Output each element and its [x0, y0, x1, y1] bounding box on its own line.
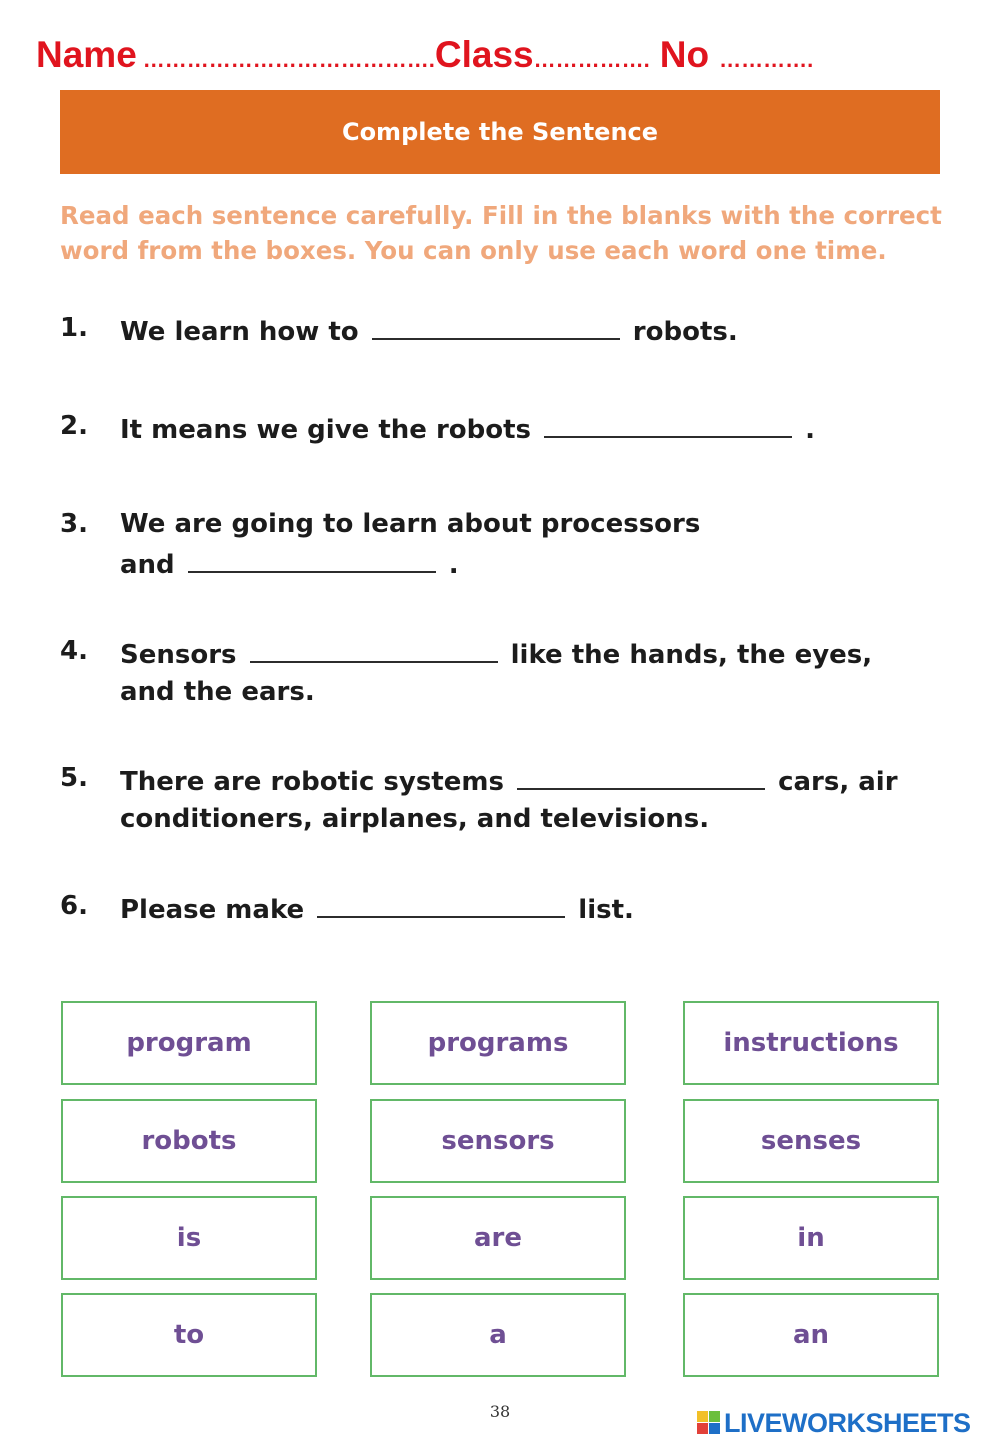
question-text-after: . [448, 550, 459, 580]
question-4 [60, 633, 950, 711]
word-box[interactable]: in [683, 1196, 939, 1280]
question-text: Sensors [120, 640, 237, 670]
question-text-line2: and [120, 550, 175, 580]
question-text-after: . [805, 415, 816, 445]
question-number: 2. [60, 411, 88, 441]
word-box[interactable]: is [61, 1196, 317, 1280]
name-field[interactable]: …………………………………. [142, 47, 435, 72]
word-box[interactable]: senses [683, 1099, 939, 1183]
word-box[interactable]: program [61, 1001, 317, 1085]
question-3 [60, 506, 950, 584]
liveworksheets-brand[interactable] [697, 1408, 971, 1438]
question-text: Please make [120, 895, 305, 925]
question-text-after: list. [578, 895, 634, 925]
word-box[interactable]: sensors [370, 1099, 626, 1183]
question-number: 1. [60, 313, 88, 343]
question-number: 4. [60, 636, 88, 666]
word-box[interactable]: a [370, 1293, 626, 1377]
brand-text: LIVEWORKSHEETS [724, 1407, 971, 1438]
class-field[interactable]: ……………. [533, 47, 650, 72]
word-box[interactable]: robots [61, 1099, 317, 1183]
word-box[interactable]: an [683, 1293, 939, 1377]
question-text-after: robots. [632, 317, 738, 347]
title-banner [60, 90, 940, 174]
answer-blank-6[interactable] [317, 888, 565, 918]
word-box[interactable]: instructions [683, 1001, 939, 1085]
class-label: Class [434, 34, 534, 75]
instructions-line-1: Read each sentence carefully. Fill in the blanks with the correct [60, 201, 942, 230]
answer-blank-5[interactable] [517, 760, 765, 790]
question-text: It means we give the robots [120, 415, 532, 445]
answer-blank-3[interactable] [188, 543, 436, 573]
question-number: 6. [60, 891, 88, 921]
question-text: There are robotic systems [120, 767, 504, 797]
page-number: 38 [489, 1402, 511, 1421]
answer-blank-2[interactable] [544, 408, 792, 438]
question-text: We learn how to [120, 317, 359, 347]
instructions [60, 198, 950, 268]
instructions-line-2: word from the boxes. You can only use each word one time. [60, 236, 887, 265]
word-box[interactable]: to [61, 1293, 317, 1377]
question-text-after: cars, air [778, 767, 898, 797]
page-title: Complete the Sentence [341, 118, 659, 146]
question-6 [60, 888, 950, 929]
word-box[interactable]: are [370, 1196, 626, 1280]
question-number: 3. [60, 509, 88, 539]
question-number: 5. [60, 763, 88, 793]
question-2 [60, 408, 950, 449]
answer-blank-1[interactable] [372, 310, 620, 340]
question-5 [60, 760, 950, 838]
name-label: Name [36, 34, 137, 75]
question-1 [60, 310, 950, 351]
liveworksheets-logo-icon [697, 1411, 721, 1435]
answer-blank-4[interactable] [250, 633, 498, 663]
no-field[interactable]: …………. [719, 47, 814, 72]
question-text-line2: conditioners, airplanes, and televisions. [120, 804, 710, 834]
question-text: We are going to learn about processors [120, 509, 701, 539]
question-text-after: like the hands, the eyes, [510, 640, 873, 670]
student-info-header [36, 34, 966, 84]
no-label: No [659, 34, 710, 75]
word-box[interactable]: programs [370, 1001, 626, 1085]
question-text-line2: and the ears. [120, 677, 315, 707]
